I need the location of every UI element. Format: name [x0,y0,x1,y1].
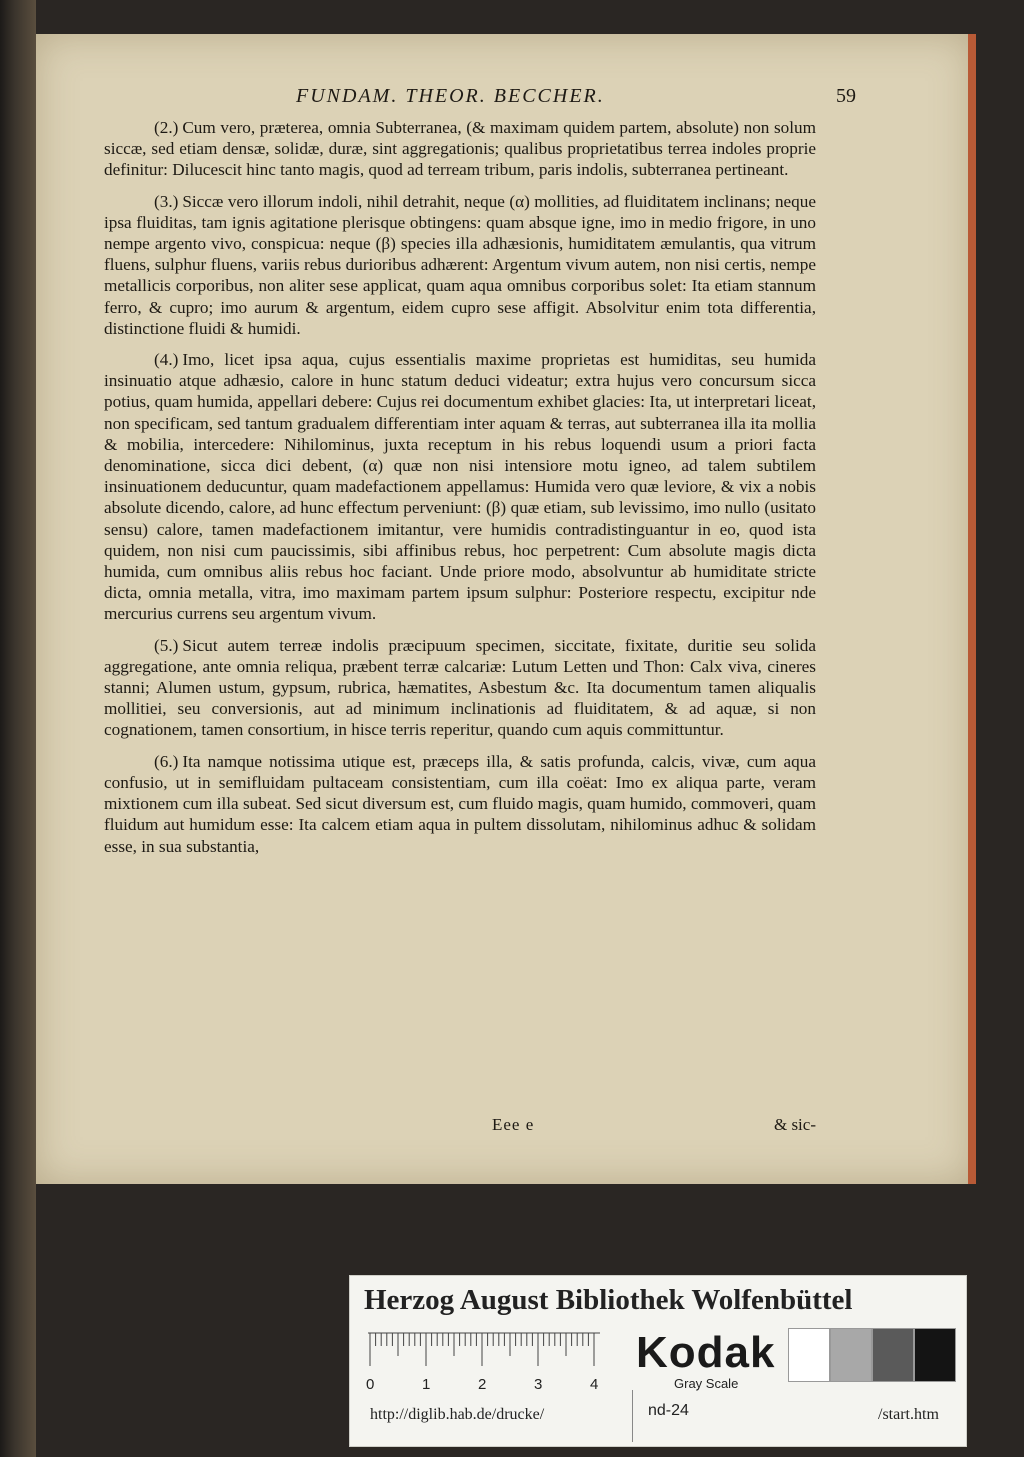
paragraph-number: (4.) [154,350,179,370]
source-url: http://diglib.hab.de/drucke/ [370,1406,545,1423]
gray-swatch [914,1328,956,1382]
start-path: /start.htm [878,1406,939,1423]
book-gutter [0,0,36,1457]
gray-scale-caption: Gray Scale [674,1376,739,1391]
signature-mark: Eee e [492,1115,535,1134]
ruler-label: 0 [366,1376,375,1393]
paragraph-4 [104,349,816,625]
paragraph-text: Ita namque notissima utique est, præceps illa, & satis profunda, calcis, vivæ, cum aqua confusio, ut in semifluidam pultaceam consistentiam, cum illa coëat: Imo ex aliqua parte, veram mixtionem cum illa subeat. Sed sicut diversum est, cum fluido magis, quam humido, commoveri, quam fluidum aut humidum esse: Ita calcem etiam aqua in pultem dissolutam, nihilominus adhuc & solidam esse, in sua substantia, [104,751,816,856]
paragraph-text: Siccæ vero illorum indoli, nihil detrahit, neque (α) mollities, ad fluiditatem inclinans; neque ipsa fluiditas, tam ignis agitatione plerisque obtingens: quam absque igne, imo in medio frigore, in uno nempe argento vivo, conspicua: neque (β) species illa adhæsionis, humiditatem æmulantis, qua vitrum fluens, sulphur fluens, variis rebus durioribus adhærent: Argentum vivum autem, non nisi certis, nempe metallicis corporibus, non aliter sese applicat, quam aqua omnibus corporibus solet: Ita etiam stannum ferro, & cupro; imo aurum & argentum, eidem cupro sese affigit. Absolvitur enim tota differentia, distinctione fluidi & humidi. [104,191,816,338]
paragraph-3 [104,191,816,339]
gray-swatch [788,1328,830,1382]
body-text [104,117,816,867]
paragraph-text: Imo, licet ipsa aqua, cujus essentialis maxime proprietas est humiditas, seu humida insinuatio atque adhæsio, calore in hunc statum deduci videatur; extra hujus vero concursum sicca potius, quam humida, appellari debere: Cujus rei documentum exhibet glacies: Ita, ut interpretari liceat, non specificam, sed tantum gradualem differentiam inter aquam & terras, aut subterranea illa ita mollia & mobilia, intercedere: Nihilominus, juxta receptum in his rebus loquendi usum a priori facta denominatione, sicca dici debent, (α) quæ non nisi intensiore motu igneo, ad talem subtilem insinuationem deducuntur, quam madefactionem appellamus: Humida vero quæ leviore, & vix a nobis absolute dicendo, calore, ad hunc effectum perveniunt: (β) quæ etiam, sub levissimo, imo nullo (usitato sensu) calore, tamen madefactionem imitantur, vere humidis contradistinguantur in eo, quod ista quidem, non nisi cum paucissimis, sibi affinibus rebus, hoc perpetrent: Cum absolute magis dicta humida, cum omnibus aliis rebus hoc faciant. Unde priore modo, absolvuntur ab humiditate stricte dicta, omnia metalla, vitra, imo maximam partem ipsum sulphur: Posteriore respectu, excipitur nde mercurius currens seu argentum vivum. [104,350,816,624]
page-number: 59 [836,85,856,107]
paragraph-number: (2.) [154,118,179,137]
ruler-label: 2 [478,1376,487,1393]
page-footer [104,1115,816,1137]
ruler-scale [368,1332,600,1370]
paragraph-number: (5.) [154,635,179,655]
gray-swatch [872,1328,914,1382]
paragraph-5 [104,635,816,741]
paragraph-text: Cum vero, præterea, omnia Subterranea, (& maximam quidem partem, absolute) non solum siccæ, sed etiam densæ, solidæ, duræ, sint aggregationis; qualibus proprietatibus terrea indoles proprie definitur: Dilucescit hinc tanto magis, quod ad terream tribum, paris indolis, subterranea pertineant. [104,118,816,180]
paragraph-number: (3.) [154,191,179,211]
library-name: Herzog August Bibliothek Wolfenbüttel [364,1284,853,1316]
page-red-edge [968,34,976,1184]
color-target-card [349,1275,967,1447]
catchword: & sic- [773,1115,816,1134]
paragraph-2 [104,117,816,181]
paragraph-text: Sicut autem terreæ indolis præcipuum specimen, siccitate, fixitate, duritie seu solida aggregatione, ante omnia reliqua, præbent terræ calcariæ: Lutum Letten und Thon: Calx viva, cineres stanni; Alumen ustum, gypsum, rubrica, hæmatites, Asbestum &c. Ita documentum tamen aliqualis mollitiei, seu conversionis, aut ad minimum inclinationis ad fluiditatem, & ad aquæ, si non cognationem, tamen consortium, in hisce terris reperitur, quando cum aquis committuntur. [104,635,816,740]
shelf-code: nd-24 [648,1402,689,1419]
gray-swatch [830,1328,872,1382]
ruler-label: 4 [590,1376,599,1393]
ruler-label: 3 [534,1376,543,1393]
paragraph-number: (6.) [154,751,179,771]
gray-scale-swatches [788,1328,958,1380]
kodak-logo: Kodak [636,1328,776,1377]
divider [632,1390,633,1442]
ruler-label: 1 [422,1376,431,1393]
page-header [296,85,856,109]
running-head: FUNDAM. THEOR. BECCHER. [296,85,605,107]
paragraph-6 [104,751,816,857]
